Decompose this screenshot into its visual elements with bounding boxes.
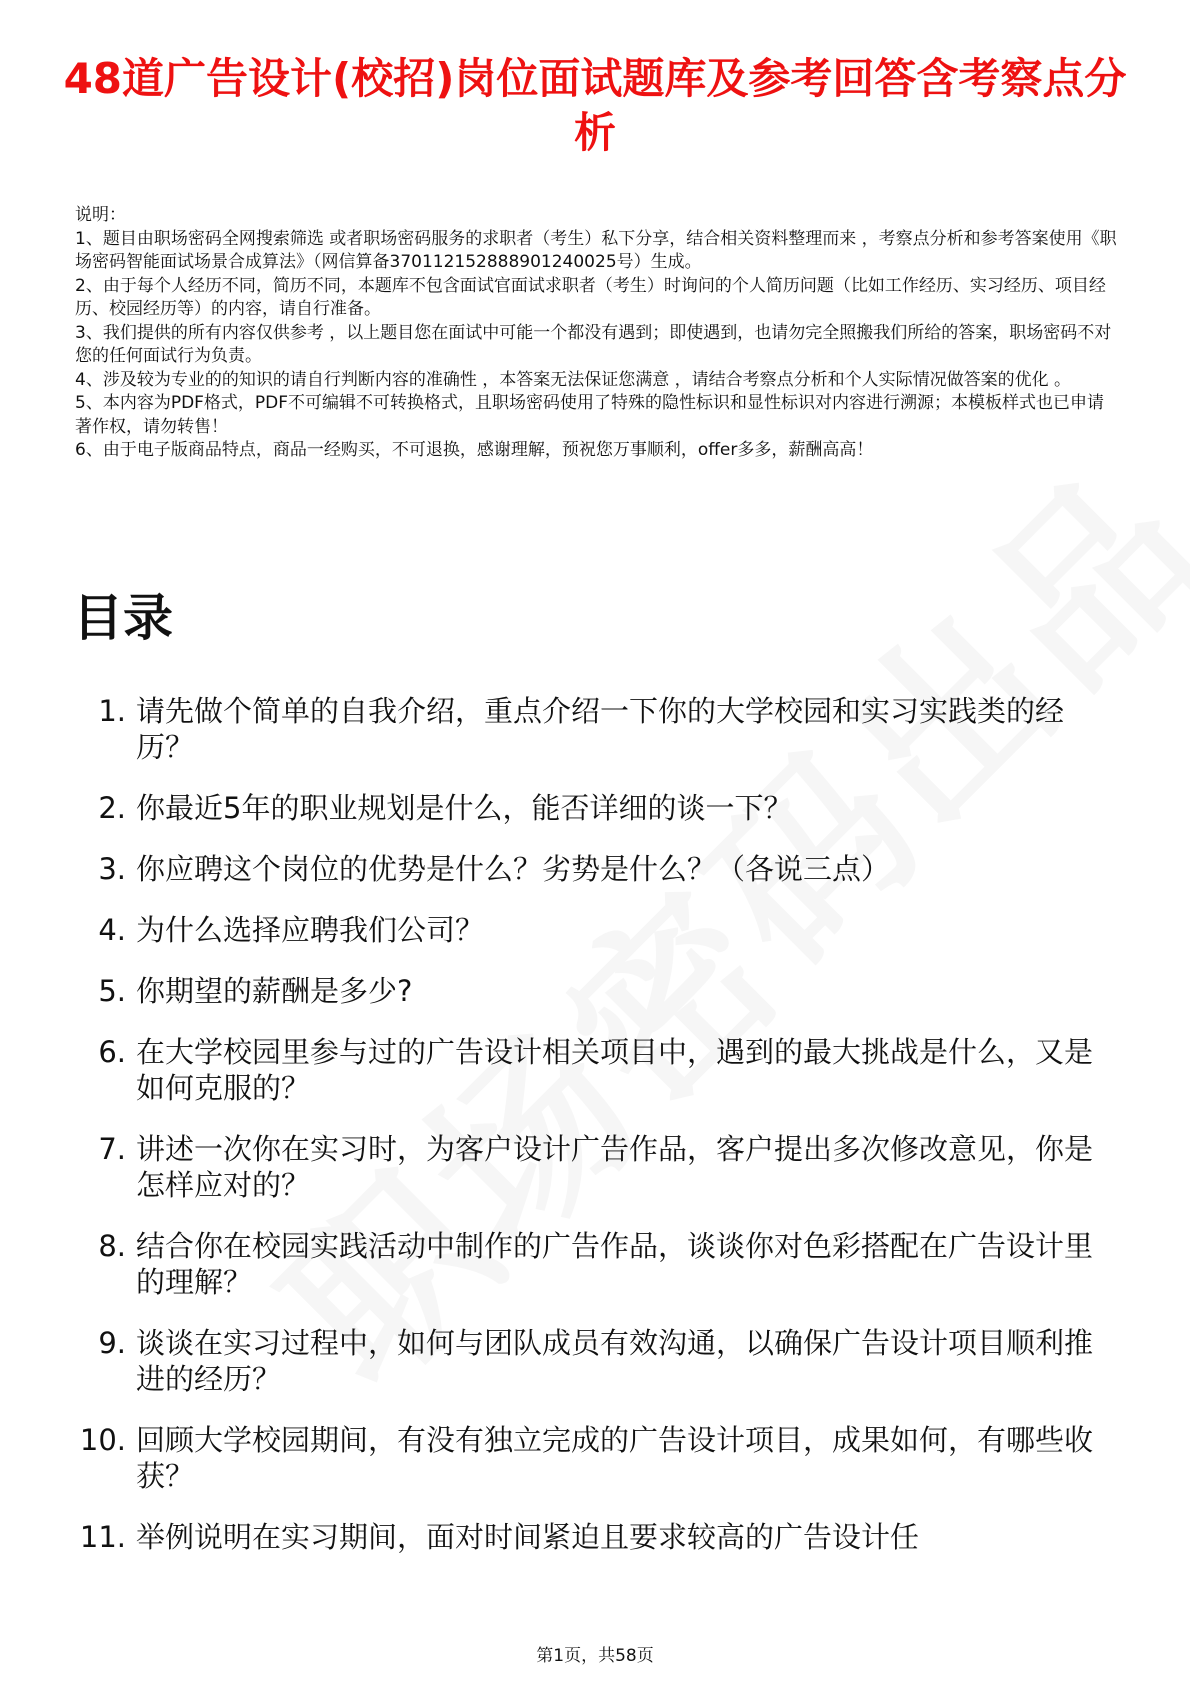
- toc-item-text: 请先做个简单的自我介绍，重点介绍一下你的大学校园和实习实践类的经历？: [136, 694, 1065, 764]
- toc-item-number: 11.: [79, 1520, 126, 1554]
- note-item-3: 3、我们提供的所有内容仅供参考 ，以上题目您在面试中可能一个都没有遇到；即使遇到，也请勿完全照搬我们所给的答案，职场密码不对您的任何面试行为负责。: [75, 322, 1112, 366]
- toc-item-text: 谈谈在实习过程中，如何与团队成员有效沟通，以确保广告设计项目顺利推进的经历？: [136, 1326, 1094, 1396]
- toc-item-2: [60, 790, 1120, 826]
- toc-item-number: 1.: [98, 694, 126, 728]
- toc-item-number: 6.: [98, 1035, 126, 1069]
- note-item-1: 1、题目由职场密码全网搜索筛选 或者职场密码服务的求职者（考生）私下分享，结合相关资料整理而来 ，考察点分析和参考答案使用《职场密码智能面试场景合成算法》（网信算备370112152888901240025号）生成。: [75, 228, 1117, 272]
- toc-item-text: 讲述一次你在实习时，为客户设计广告作品，客户提出多次修改意见，你是怎样应对的？: [136, 1132, 1094, 1202]
- toc-item-4: [60, 912, 1120, 948]
- toc-item-text: 结合你在校园实践活动中制作的广告作品，谈谈你对色彩搭配在广告设计里的理解？: [136, 1229, 1094, 1299]
- toc-item-text: 举例说明在实习期间，面对时间紧迫且要求较高的广告设计任: [136, 1520, 920, 1554]
- toc-item-9: [60, 1325, 1120, 1397]
- page-footer: 第1页，共58页: [536, 1646, 654, 1666]
- note-item-4: 4、涉及较为专业的的知识的请自行判断内容的准确性 ，本答案无法保证您满意 ，请结合考察点分析和个人实际情况做答案的优化 。: [75, 369, 1072, 390]
- document-title: 48道广告设计(校招)岗位面试题库及参考回答含考察点分析: [63, 54, 1127, 157]
- toc-item-5: [60, 973, 1120, 1009]
- toc-item-3: [60, 851, 1120, 887]
- toc-item-10: [60, 1422, 1120, 1494]
- toc-item-text: 你最近5年的职业规划是什么，能否详细的谈一下？: [136, 791, 793, 825]
- note-item-6: 6、由于电子版商品特点，商品一经购买，不可退换，感谢理解，预祝您万事顺利，offer多多，薪酬高高！: [75, 440, 874, 460]
- toc-item-number: 2.: [98, 791, 126, 825]
- toc-item-text: 你应聘这个岗位的优势是什么？劣势是什么？（各说三点）: [136, 852, 891, 886]
- toc-item-6: [60, 1034, 1120, 1106]
- note-item-2: 2、由于每个人经历不同，简历不同，本题库不包含面试官面试求职者（考生）时询问的个人简历问题（比如工作经历、实习经历、项目经历、校园经历等）的内容，请自行准备。: [75, 275, 1106, 319]
- toc-item-number: 5.: [98, 974, 126, 1008]
- note-item-5: 5、本内容为PDF格式，PDF不可编辑不可转换格式，且职场密码使用了特殊的隐性标识和显性标识对内容进行溯源；本模板样式也已申请著作权，请勿转售！: [75, 393, 1105, 437]
- toc-item-number: 7.: [98, 1132, 126, 1166]
- toc-item-number: 4.: [98, 913, 126, 947]
- toc-item-text: 在大学校园里参与过的广告设计相关项目中，遇到的最大挑战是什么，又是如何克服的？: [136, 1035, 1094, 1105]
- toc-item-number: 9.: [98, 1326, 126, 1360]
- notes-heading: 说明：: [75, 205, 126, 225]
- toc-item-text: 回顾大学校园期间，有没有独立完成的广告设计项目，成果如何，有哪些收获？: [136, 1423, 1094, 1493]
- toc-list: [60, 693, 1120, 1580]
- toc-item-text: 为什么选择应聘我们公司？: [136, 913, 485, 947]
- toc-item-1: [60, 693, 1120, 765]
- toc-item-7: [60, 1131, 1120, 1203]
- toc-item-text: 你期望的薪酬是多少?: [136, 974, 413, 1008]
- notes-section: [75, 204, 1120, 463]
- toc-item-8: [60, 1228, 1120, 1300]
- toc-item-11: [60, 1519, 1120, 1555]
- toc-item-number: 8.: [98, 1229, 126, 1263]
- toc-item-number: 10.: [79, 1423, 126, 1457]
- toc-item-number: 3.: [98, 852, 126, 886]
- toc-heading: 目录: [73, 589, 173, 647]
